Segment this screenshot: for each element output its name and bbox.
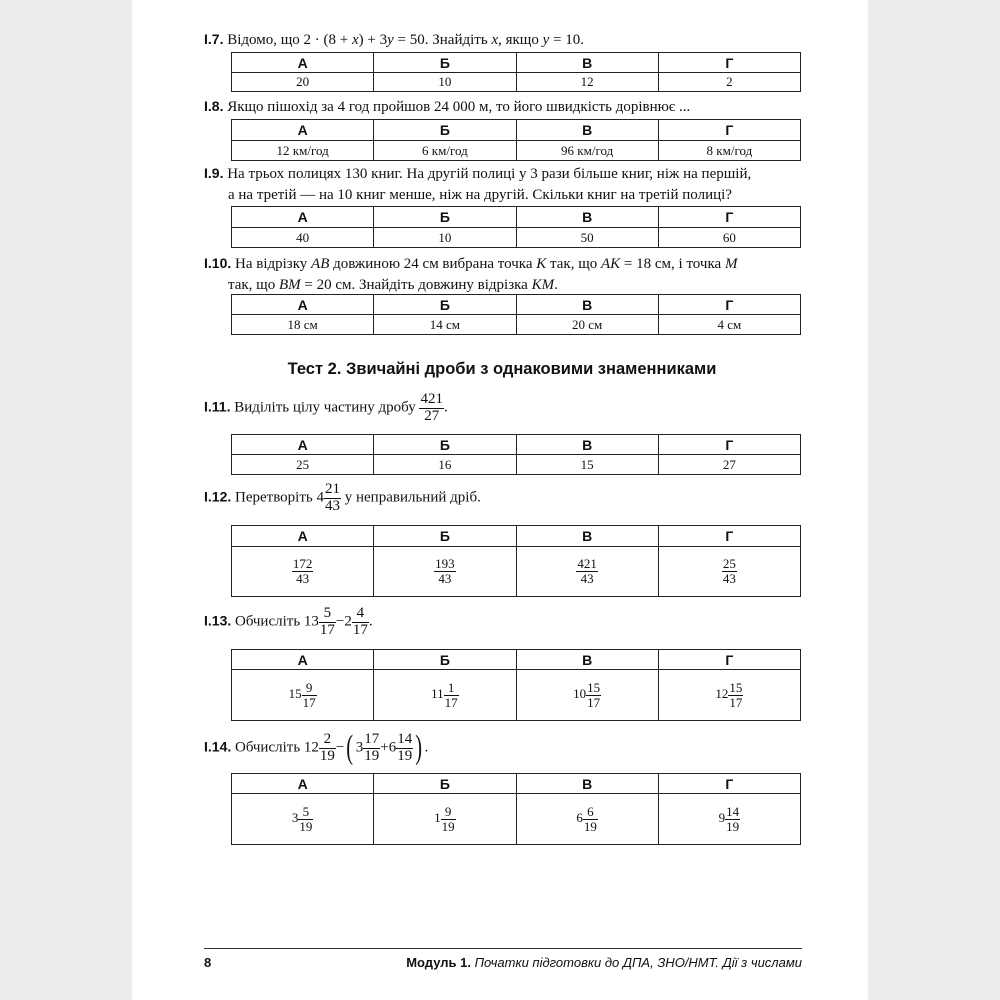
answer-option-d[interactable] [658,547,800,597]
answer-option-a[interactable]: 40 [232,228,374,248]
option-letter: Б [374,295,516,315]
question-i14 [204,731,804,765]
option-letter: Г [658,435,800,455]
option-letter: Б [374,650,516,670]
whole-part: 11 [431,685,444,701]
option-letter: В [516,120,658,141]
option-letter: Г [658,650,800,670]
answer-option-d[interactable]: 4 см [658,315,800,335]
whole-part: 4 [316,489,324,506]
question-text: Якщо пішохід за 4 год пройшов 24 000 м, то його швидкість дорівнює ... [227,99,691,115]
fraction [319,732,336,765]
whole-part: 1 [434,809,441,825]
option-letter: А [232,207,374,228]
running-footer [406,955,802,970]
denominator: 19 [299,818,313,834]
question-number: I.9. [204,165,224,181]
answer-option-c[interactable]: 12 [516,73,658,92]
option-letter: Б [374,435,516,455]
answer-table-i10 [231,294,801,335]
question-text: довжиною 24 см вибрана точка [329,256,537,272]
question-text: Обчисліть [235,739,301,756]
answer-option-c[interactable]: 96 км/год [516,141,658,161]
whole-part: 6 [388,739,397,756]
option-letter: Б [374,526,516,547]
section-title: Тест 2. Звичайні дроби з однаковими знаменниками [287,360,717,378]
denominator: 19 [583,818,597,834]
option-letter: Б [374,120,516,141]
fraction [441,805,456,833]
option-letter: Г [658,295,800,315]
denominator: 17 [587,694,601,710]
question-text: у неправильний дріб. [344,489,481,506]
denominator: 43 [580,571,594,586]
answer-table-i14 [231,773,801,845]
question-text: . [443,399,448,416]
denominator: 17 [352,621,368,638]
option-letter: А [232,53,374,73]
question-text: так, що [228,277,279,293]
answer-table-i11 [231,434,801,475]
question-text: ) + 3 [358,32,388,48]
point-label: K [536,256,547,272]
fraction [419,392,444,425]
option-letter: А [232,295,374,315]
fraction [728,681,743,709]
whole-part: 9 [718,809,726,825]
fraction [319,606,336,639]
numerator: 14 [397,730,413,747]
option-letter: Г [658,53,800,73]
numerator: 421 [420,391,443,407]
denominator: 17 [729,694,743,710]
numerator: 5 [319,606,336,623]
option-letter: В [516,435,658,455]
footer-divider [204,948,802,949]
answer-option-b[interactable]: 10 [374,228,516,248]
denominator: 19 [319,747,335,764]
fraction [302,681,317,709]
denominator: 43 [438,571,452,586]
answer-option-b[interactable] [374,547,516,597]
point-label: M [724,256,738,272]
option-letter: А [232,435,374,455]
question-text: так, що [546,256,601,272]
question-text: , якщо [498,32,543,48]
question-number: I.11. [204,398,231,415]
question-text: = 18 см, і точка [620,256,725,272]
denominator: 43 [325,497,340,514]
answer-option-c[interactable]: 15 [516,455,658,475]
option-letter: Г [658,526,800,547]
answer-option-b[interactable]: 6 км/год [374,141,516,161]
question-number: I.14. [204,738,232,755]
denominator: 19 [364,747,380,764]
whole-part: 13 [303,613,319,630]
denominator: 17 [302,694,316,710]
fraction [725,805,740,833]
numerator: 2 [319,732,336,749]
numerator: 15 [587,679,601,695]
fraction [722,557,737,585]
whole-part: 2 [344,613,352,630]
denominator: 19 [441,818,455,834]
option-letter: В [516,53,658,73]
numerator: 9 [302,681,317,696]
denominator: 43 [722,571,736,586]
answer-table-i8 [231,119,801,161]
module-label: Модуль 1. [406,955,471,970]
fraction [576,557,598,585]
numerator: 421 [577,556,597,572]
answer-table-i12 [231,525,801,597]
whole-part: 12 [715,685,729,701]
option-letter: Б [374,774,516,794]
question-i8 [204,96,804,118]
answer-option-a[interactable]: 20 [232,73,374,92]
answer-option-b[interactable]: 16 [374,455,516,475]
whole-part: 3 [355,739,364,756]
variable-y: y [387,32,394,48]
option-letter: А [232,526,374,547]
answer-option-a[interactable]: 25 [232,455,374,475]
answer-option-b[interactable]: 10 [374,73,516,92]
option-letter: Б [374,207,516,228]
answer-option-a[interactable] [232,547,374,597]
fraction [298,805,313,833]
answer-option-d[interactable] [658,794,800,845]
question-number: I.13. [204,612,232,629]
question-text: . [424,739,429,756]
operator: − [335,613,345,630]
answer-table-i13 [231,649,801,721]
numerator: 5 [298,805,313,820]
numerator: 172 [292,556,313,572]
whole-part: 6 [576,809,583,825]
option-letter: В [516,526,658,547]
question-text: Перетворіть [235,489,313,506]
option-letter: В [516,207,658,228]
question-text: . [554,277,558,293]
question-i10 [204,253,804,296]
answer-option-c[interactable] [516,670,658,721]
option-letter: В [516,295,658,315]
denominator: 19 [726,818,740,834]
question-text: = 50. Знайдіть [393,32,492,48]
option-letter: Г [658,120,800,141]
numerator: 14 [726,803,740,819]
numerator: 21 [325,481,340,497]
question-text: . [368,613,373,630]
question-number: I.8. [204,98,224,114]
segment-label: AK [601,256,621,272]
question-text: На відрізку [235,256,312,272]
answer-option-b[interactable] [374,794,516,845]
numerator: 15 [729,679,743,695]
numerator: 6 [583,805,598,820]
denominator: 27 [424,407,440,424]
operator: + [380,739,389,756]
question-text: = 20 см. Знайдіть довжину відрізка [300,277,532,293]
module-title: Початки підготовки до ДПА, ЗНО/НМТ. Дії з числами [474,955,802,970]
option-letter: В [516,650,658,670]
answer-option-d[interactable]: 27 [658,455,800,475]
whole-part: 10 [573,685,587,701]
answer-option-a[interactable] [232,794,374,845]
option-letter: А [232,774,374,794]
numerator: 17 [364,730,380,747]
denominator: 19 [397,747,413,764]
fraction [586,681,601,709]
question-text: Відомо, що 2 · (8 + [227,32,352,48]
segment-label: BM [278,277,301,293]
segment-label: AB [311,256,330,272]
answer-option-b[interactable] [374,670,516,721]
fraction [292,557,314,585]
option-letter: А [232,120,374,141]
question-i12 [204,482,804,515]
denominator: 17 [444,694,458,710]
answer-option-c[interactable] [516,547,658,597]
option-letter: А [232,650,374,670]
question-text: Виділіть цілу частину дробу [234,399,416,416]
fraction [324,482,341,515]
question-text: а на третій — на 10 книг менше, ніж на другій. Скільки книг на третій полиці? [228,187,732,203]
variable-x: x [491,32,499,48]
answer-option-a[interactable] [232,670,374,721]
question-i11 [204,392,804,425]
question-text: На трьох полицях 130 книг. На другій полиці у 3 рази більше книг, ніж на першій, [227,166,752,182]
fraction [352,606,369,639]
option-letter: Г [658,774,800,794]
answer-option-c[interactable] [516,794,658,845]
answer-option-a[interactable]: 12 км/год [232,141,374,161]
answer-option-a[interactable]: 18 см [232,315,374,335]
page-number: 8 [204,955,212,970]
numerator: 1 [444,681,459,696]
fraction [396,732,413,765]
operator: − [335,739,345,756]
numerator: 4 [352,606,369,623]
denominator: 17 [319,621,335,638]
question-number: I.7. [204,31,224,47]
variable-x: x [351,32,359,48]
fraction [434,557,456,585]
numerator: 193 [435,556,455,572]
numerator: 25 [722,556,736,572]
question-text: = 10. [549,32,584,48]
answer-option-c[interactable]: 20 см [516,315,658,335]
answer-option-d[interactable]: 8 км/год [658,141,800,161]
option-letter: В [516,774,658,794]
fraction [583,805,598,833]
whole-part: 15 [288,685,302,701]
question-i9 [204,163,804,206]
question-i7 [204,29,804,51]
option-letter: Г [658,207,800,228]
left-parenthesis: ( [346,729,354,766]
answer-option-b[interactable]: 14 см [374,315,516,335]
option-letter: Б [374,53,516,73]
question-number: I.12. [204,488,232,505]
answer-option-d[interactable]: 60 [658,228,800,248]
segment-label: KM [531,277,555,293]
whole-part: 3 [291,809,299,825]
question-i13 [204,606,804,639]
fraction [363,732,380,765]
question-text: Обчисліть [235,613,301,630]
answer-table-i9 [231,206,801,248]
right-parenthesis: ) [415,729,423,766]
answer-option-d[interactable] [658,670,800,721]
fraction [444,681,459,709]
answer-option-d[interactable]: 2 [658,73,800,92]
whole-part: 12 [303,739,319,756]
answer-option-c[interactable]: 50 [516,228,658,248]
answer-table-i7 [231,52,801,92]
denominator: 43 [296,571,310,586]
question-number: I.10. [204,255,232,271]
variable-y: y [542,32,550,48]
numerator: 9 [441,805,456,820]
